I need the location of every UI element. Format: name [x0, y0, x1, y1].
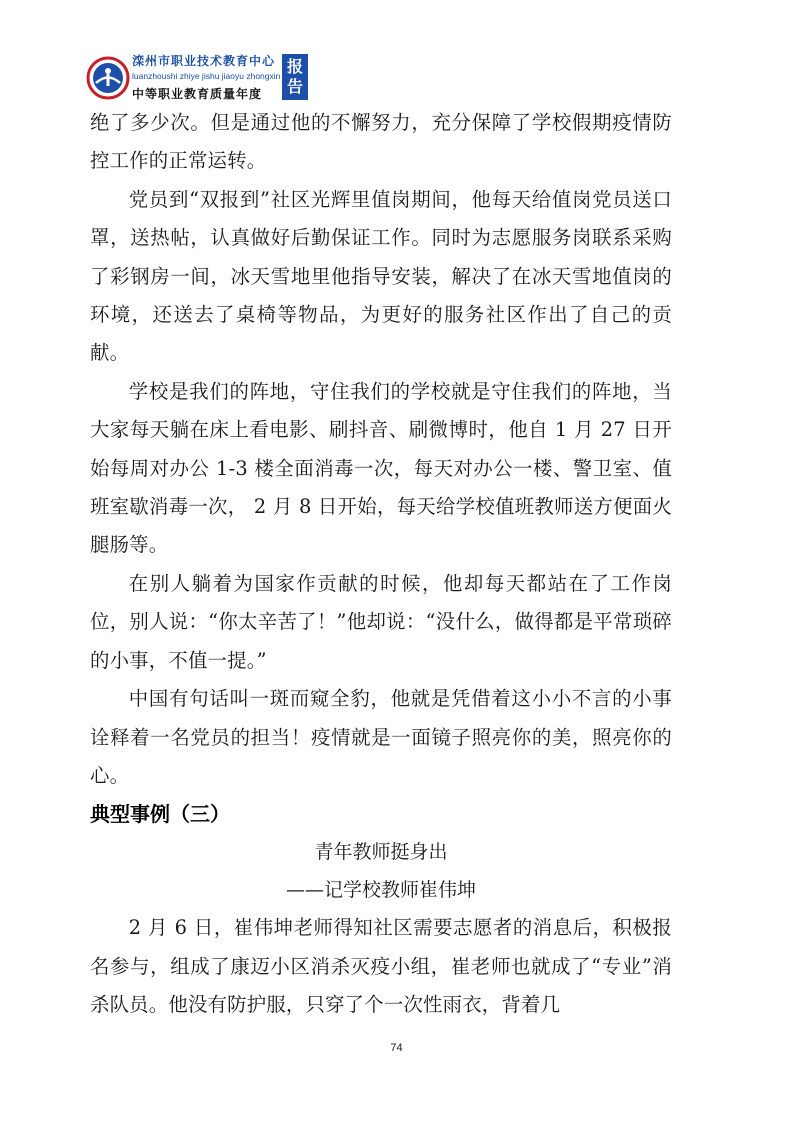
- paragraph: 2 月 6 日，崔伟坤老师得知社区需要志愿者的消息后，积极报名参与，组成了康迈小区消杀灭疫小组，崔老师也就成了“专业”消杀队员。他没有防护服，只穿了个一次性雨衣，背着几: [90, 916, 672, 1017]
- badge-char-2: 告: [286, 77, 303, 96]
- paragraph: 学校是我们的阵地，守住我们的学校就是守住我们的阵地，当大家每天躺在床上看电影、刷抖音、刷微博时，他自 1 月 27 日开始每周对办公 1-3 楼全面消毒一次，每天对办公一楼、警卫室、值班室歇消毒一次， 2 月 8 日开始，每天给学校值班教师送方便面火腿肠等。: [90, 379, 672, 557]
- document-body: [90, 104, 672, 1025]
- paragraph: 中国有句话叫一斑而窥全豹，他就是凭借着这小小不言的小事诠释着一名党员的担当！疫情就是一面镜子照亮你的美，照亮你的心。: [90, 687, 672, 787]
- page-header: [86, 50, 316, 104]
- paragraph: 党员到“双报到”社区光辉里值岗期间，他每天给值岗党员送口罩，送热帖，认真做好后勤保证工作。同时为志愿服务岗联系采购了彩钢房一间，冰天雪地里他指导安装，解决了在冰天雪地值岗的环境，还送去了桌椅等物品，为更好的服务社区作出了自己的贡献。: [90, 187, 672, 365]
- org-name: 滦州市职业技术教育中心: [132, 54, 276, 68]
- report-badge: [282, 54, 308, 100]
- story-title: 青年教师挺身出: [314, 841, 448, 864]
- page-number: 74: [390, 1042, 403, 1054]
- paragraph: 绝了多少次。但是通过他的不懈努力，充分保障了学校假期疫情防控工作的正常运转。: [90, 111, 672, 173]
- story-subtitle: ——记学校教师崔伟坤: [285, 879, 476, 902]
- org-pinyin: luanzhoushi zhiye jishu jiaoyu zhongxin: [132, 71, 281, 81]
- section-heading: 典型事例（三）: [90, 802, 230, 827]
- paragraph: 在别人躺着为国家作贡献的时候，他却每天都站在了工作岗位，别人说：“你太辛苦了！”他却说：“没什么，做得都是平常琐碎的小事，不值一提。”: [90, 571, 672, 672]
- school-emblem-icon: [86, 56, 130, 100]
- badge-char-1: 报: [286, 57, 303, 76]
- report-title: 中等职业教育质量年度: [132, 87, 263, 101]
